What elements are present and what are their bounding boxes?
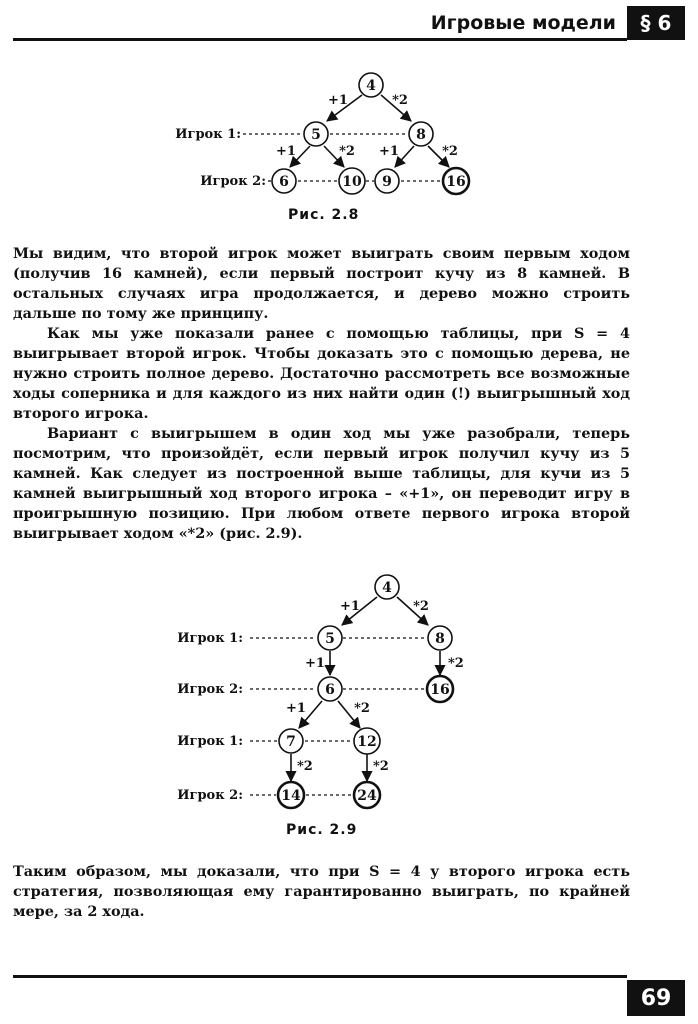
figure-2-9: [0, 568, 698, 818]
move-label: *2: [373, 759, 389, 774]
paragraph: Мы видим, что второй игрок может выиграть своим первым ходом (получив 16 камней), если первый построит кучу из 8 камней. В остальных случаях игра продолжается, и дерево можно строить дальше по тому же принципу.: [13, 245, 630, 322]
paragraph: Таким образом, мы доказали, что при S = 4 у второго игрока есть стратегия, позволяющая ему гарантированно выиграть, по крайней мере, за 2 хода.: [13, 863, 630, 920]
node-value: 5: [311, 127, 321, 143]
move-label: +1: [305, 656, 325, 671]
move-label: +1: [286, 701, 306, 716]
node-value: 16: [430, 682, 450, 698]
game-tree-2-8: [0, 60, 698, 200]
node-value: 14: [281, 788, 301, 804]
section-badge: § 6: [627, 6, 685, 40]
move-label: +1: [276, 144, 296, 159]
node-value: 4: [366, 78, 376, 94]
node-value: 24: [357, 788, 377, 804]
row-label: Игрок 2:: [200, 174, 266, 189]
node-value: 12: [357, 734, 377, 750]
node-value: 8: [416, 127, 426, 143]
row-label: Игрок 2:: [177, 682, 243, 697]
move-label: +1: [379, 144, 399, 159]
row-label: Игрок 1:: [177, 631, 243, 646]
move-label: *2: [448, 656, 464, 671]
row-label: Игрок 1:: [175, 127, 241, 142]
move-label: +1: [340, 599, 360, 614]
body-text-bottom: [13, 862, 630, 922]
move-label: +1: [328, 93, 348, 108]
game-tree-2-9: [0, 568, 698, 818]
node-value: 8: [435, 631, 445, 647]
node-value: 5: [325, 631, 335, 647]
node-value: 4: [382, 580, 392, 596]
row-label: Игрок 2:: [177, 788, 243, 803]
node-value: 9: [382, 174, 392, 190]
node-value: 6: [279, 174, 289, 190]
paragraph: Как мы уже показали ранее с помощью таблицы, при S = 4 выигрывает второй игрок. Чтобы доказать это с помощью дерева, не нужно строить полное дерево. Достаточно рассмотреть все возможные ходы соперника и для каждого из них найти один (!) выигрышный ход второго игрока.: [13, 325, 630, 422]
move-label: *2: [392, 93, 408, 108]
move-label: *2: [442, 144, 458, 159]
figure-2-8: [0, 60, 698, 200]
paragraph: Вариант с выигрышем в один ход мы уже разобрали, теперь посмотрим, что произойдёт, если первый игрок получил кучу из 5 камней. Как следует из построенной выше таблицы, для кучи из 5 камней выигрышный ход второго игрока – «+1», он переводит игру в проигрышную позицию. При любом ответе первого игрока второй выигрывает ходом «*2» (рис. 2.9).: [13, 425, 630, 542]
node-value: 16: [446, 174, 466, 190]
move-label: *2: [413, 599, 429, 614]
level-lines: [250, 638, 425, 795]
page-number: 69: [627, 980, 685, 1016]
row-label: Игрок 1:: [177, 734, 243, 749]
footer-rule: [13, 975, 627, 978]
node-value: 7: [286, 734, 296, 750]
figure-caption: Рис. 2.9: [286, 822, 358, 838]
body-text-top: [13, 244, 630, 544]
header-rule: [13, 38, 627, 41]
node-value: 10: [342, 174, 362, 190]
move-label: *2: [354, 701, 370, 716]
move-label: *2: [297, 759, 313, 774]
move-label: *2: [339, 144, 355, 159]
figure-caption: Рис. 2.8: [288, 207, 360, 223]
node-value: 6: [325, 682, 335, 698]
page-header-title: Игровые модели: [430, 12, 616, 34]
